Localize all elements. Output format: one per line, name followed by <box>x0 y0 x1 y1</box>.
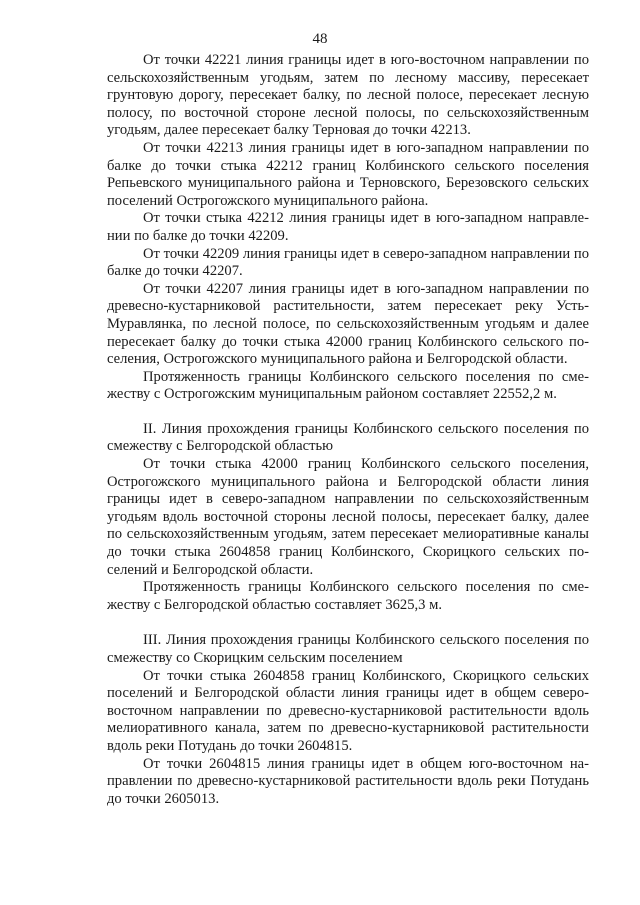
paragraph: От точки 42209 линия границы идет в северо-западном направлении по балке до точки 42207. <box>107 245 589 280</box>
paragraph: Протяженность границы Колбинского сельского поселения по смежеству с Белгородской областью составляет 3625,3 м. <box>107 579 589 613</box>
paragraph: От точки 2604815 линия границы идет в общем юго-восточном направлении по древесно-кустарниковой растительности вдоль реки Потудань до точки 2605013. <box>107 755 589 807</box>
paragraph: От точки 42221 линия границы идет в юго-восточном направлении по сельскохозяйственным угодьям, затем по лесному массиву, пересекает грунтовую дорогу, пересекает балку, по лесной полосе, пересекает лесную полосу, по восточной стороне лесной полосы, по сельскохозяйственным угодьям, далее пересекает балку Терновая до точки 42213. <box>107 52 589 139</box>
paragraph: От точки 42213 линия границы идет в юго-западном направлении по балке до точки стыка 42212 границ Колбинского сельского поселения Репьевского муниципального района и Терновского, Березовского сельских поселений Острогожского муниципального района. <box>107 139 589 209</box>
paragraph: От точки стыка 42000 границ Колбинского сельского поселения, Острогожского муниципального района и Белгородской области линия границы идет в северо-западном направлении по сельскохозяйственным угодьям вдоль восточной стороны лесной полосы, пересекает балку, далее по сельскохозяйственным угодьям, затем пересекает мелиоративные каналы до точки стыка 2604858 границ Колбинского, Скорицкого сельских поселений и Белгородской области. <box>107 456 589 578</box>
document-body <box>107 52 589 808</box>
paragraph: От точки стыка 42212 линия границы идет в юго-западном направлении по балке до точки 42209. <box>107 210 589 244</box>
section-gap <box>107 404 589 421</box>
paragraph: Протяженность границы Колбинского сельского поселения по смежеству с Острогожским муниципальным районом составляет 22552,2 м. <box>107 368 589 403</box>
section-gap <box>107 614 589 632</box>
section-title: II. Линия прохождения границы Колбинского сельского поселения по смежеству с Белгородской областью <box>107 420 589 455</box>
page-number: 48 <box>312 31 328 47</box>
paragraph: От точки стыка 2604858 границ Колбинского, Скорицкого сельских поселений и Белгородской области линия границы идет в общем северо-восточном направлении по древесно-кустарниковой растительности вдоль мелиоративного канала, затем по древесно-кустарниковой растительности вдоль реки Потудань до точки 2604815. <box>107 667 589 754</box>
paragraph: От точки 42207 линия границы идет в юго-западном направлении по древесно-кустарниковой растительности, затем пересекает реку Усть-Муравлянка, по лесной полосе, по сельскохозяйственным угодьям и далее пересекает балку до точки стыка 42000 границ Колбинского сельского поселения, Острогожского муниципального района и Белгородской области. <box>107 280 589 368</box>
section-title: III. Линия прохождения границы Колбинского сельского поселения по смежеству со Скорицким сельским поселением <box>107 632 589 666</box>
